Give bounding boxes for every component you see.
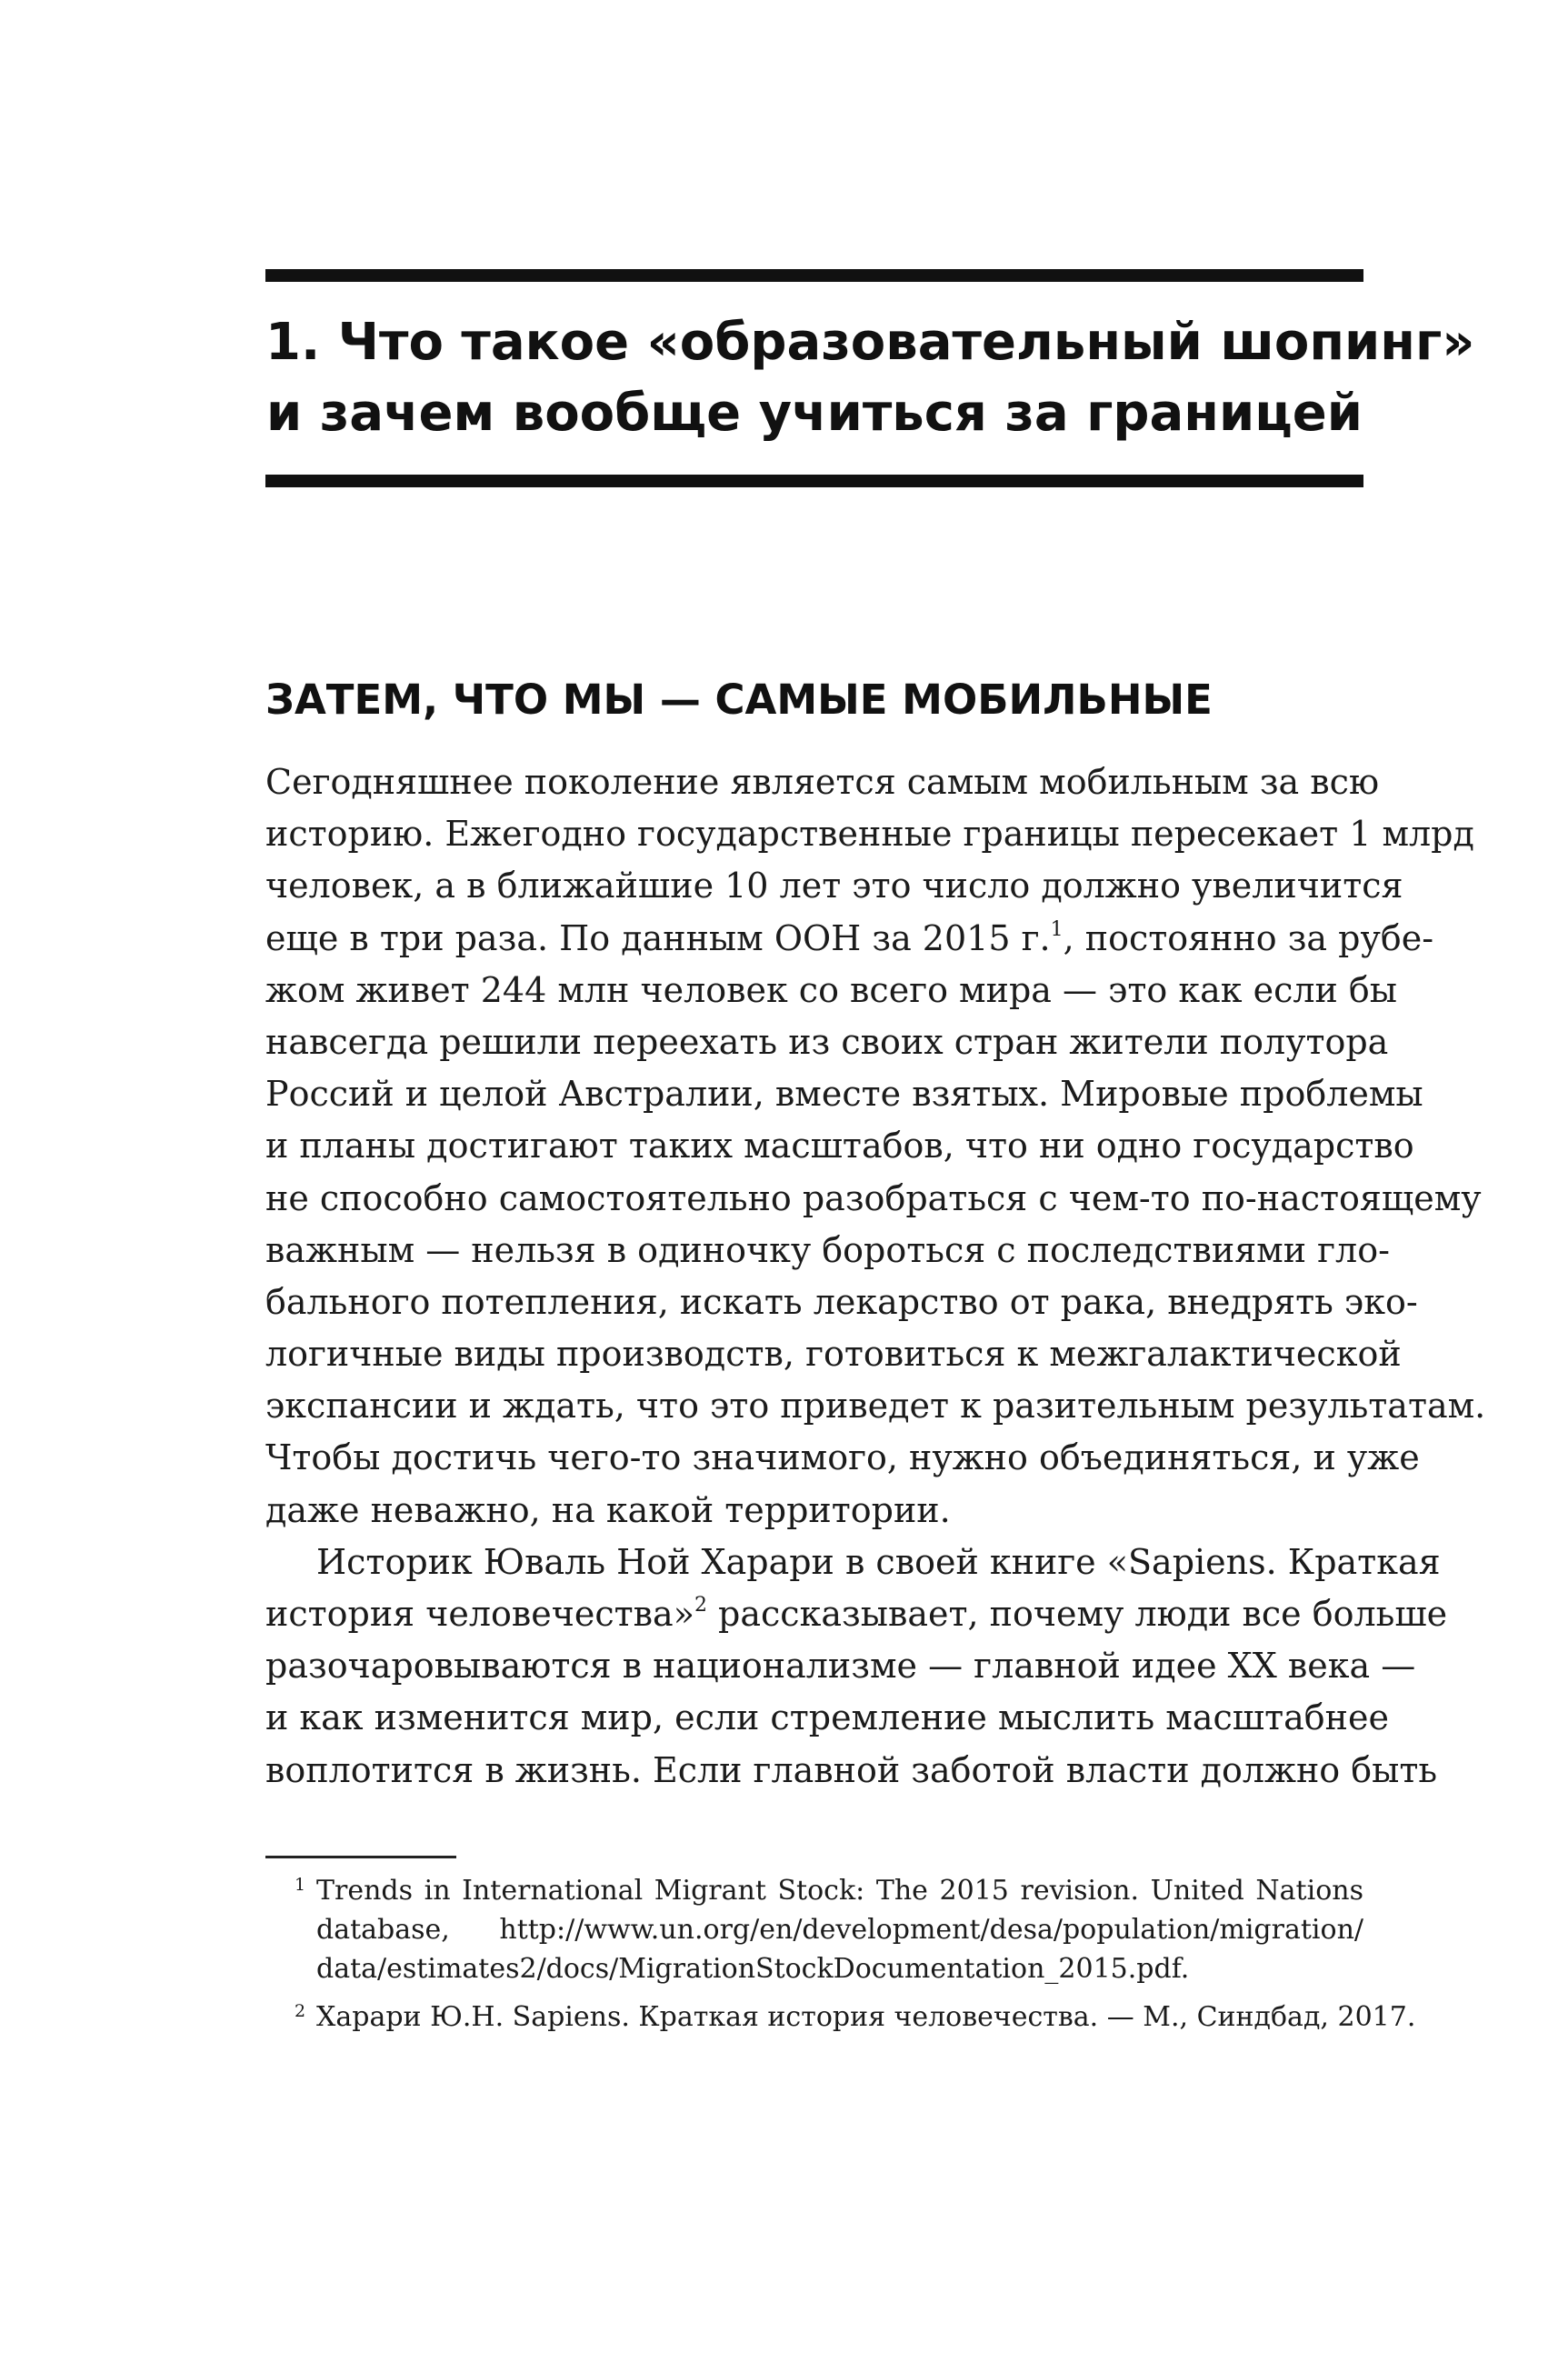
text-line: навсегда решили переехать из своих стран жители полутора bbox=[265, 1021, 1389, 1062]
text-line: и как изменится мир, если стремление мыслить масштабнее bbox=[265, 1697, 1389, 1738]
footnote-line: Харари Ю.Н. Sapiens. Краткая история человечества. — М., Синдбад, 2017. bbox=[316, 2001, 1416, 2033]
footnote-ref-2[interactable]: 2 bbox=[694, 1594, 707, 1617]
chapter-title-line-1: 1. Что такое «образовательный шопинг» bbox=[265, 313, 1475, 372]
text-line-with-footnote bbox=[265, 1588, 1448, 1640]
footnote-link-line[interactable]: data/estimates2/docs/MigrationStockDocumentation_2015.pdf. bbox=[316, 1953, 1190, 1985]
chapter-title bbox=[265, 307, 1475, 449]
footnote-1 bbox=[265, 1871, 1363, 1988]
text-line: Историк Юваль Ной Харари в своей книге «Sapiens. Краткая bbox=[316, 1541, 1441, 1582]
footnote-line: Trends in International Migrant Stock: The 2015 revision. United Nations bbox=[316, 1875, 1363, 1907]
text-line: не способно самостоятельно разобраться с чем-то по-настоящему bbox=[265, 1177, 1482, 1218]
section-heading: ЗАТЕМ, ЧТО МЫ — САМЫЕ МОБИЛЬНЫЕ bbox=[265, 676, 1213, 724]
text-line-with-footnote bbox=[265, 913, 1434, 965]
text-fragment: история человечества» bbox=[265, 1594, 694, 1634]
body-text bbox=[265, 756, 1486, 1797]
text-line: жом живет 244 млн человек со всего мира — это как если бы bbox=[265, 969, 1398, 1010]
text-line: Сегодняшнее поколение является самым мобильным за всю bbox=[265, 762, 1380, 802]
chapter-top-rule bbox=[265, 269, 1363, 282]
text-line: бального потепления, искать лекарство от рака, внедрять эко- bbox=[265, 1281, 1418, 1322]
footnote-2 bbox=[265, 1998, 1416, 2037]
text-line: Россий и целой Австралии, вместе взятых. Мировые проблемы bbox=[265, 1074, 1423, 1115]
text-line: экспансии и ждать, что это приведет к разительным результатам. bbox=[265, 1386, 1486, 1427]
text-fragment: , постоянно за рубе- bbox=[1063, 917, 1434, 958]
text-line: важным — нельзя в одиночку бороться с последствиями гло- bbox=[265, 1229, 1390, 1270]
chapter-title-line-2: и зачем вообще учиться за границей bbox=[266, 384, 1363, 443]
text-line: даже неважно, на какой территории. bbox=[265, 1489, 951, 1530]
text-line: историю. Ежегодно государственные границы пересекает 1 млрд bbox=[265, 814, 1474, 855]
text-line: разочаровываются в национализме — главной идее XX века — bbox=[265, 1646, 1416, 1687]
text-fragment: еще в три раза. По данным ООН за 2015 г. bbox=[265, 917, 1051, 958]
text-line: логичные виды производств, готовиться к межгалактической bbox=[265, 1334, 1402, 1375]
footnote-link-line[interactable]: database, http://www.un.org/en/development/desa/population/migration/ bbox=[316, 1914, 1363, 1946]
paragraph-1 bbox=[265, 756, 1486, 1537]
text-fragment: рассказывает, почему люди все больше bbox=[706, 1594, 1448, 1634]
chapter-bottom-rule bbox=[265, 475, 1363, 487]
paragraph-2 bbox=[265, 1537, 1448, 1797]
text-line: человек, а в ближайшие 10 лет это число должно увеличится bbox=[265, 866, 1403, 906]
footnote-separator bbox=[265, 1856, 456, 1858]
text-line: воплотится в жизнь. Если главной заботой власти должно быть bbox=[265, 1749, 1438, 1790]
text-line: и планы достигают таких масштабов, что ни одно государство bbox=[265, 1126, 1414, 1166]
footnote-ref-1[interactable]: 1 bbox=[1050, 917, 1064, 941]
footnotes bbox=[265, 1871, 1416, 2046]
footnote-number: 1 bbox=[295, 1875, 306, 1895]
text-line: Чтобы достичь чего-то значимого, нужно объединяться, и уже bbox=[265, 1437, 1420, 1478]
footnote-number: 2 bbox=[295, 2001, 306, 2021]
